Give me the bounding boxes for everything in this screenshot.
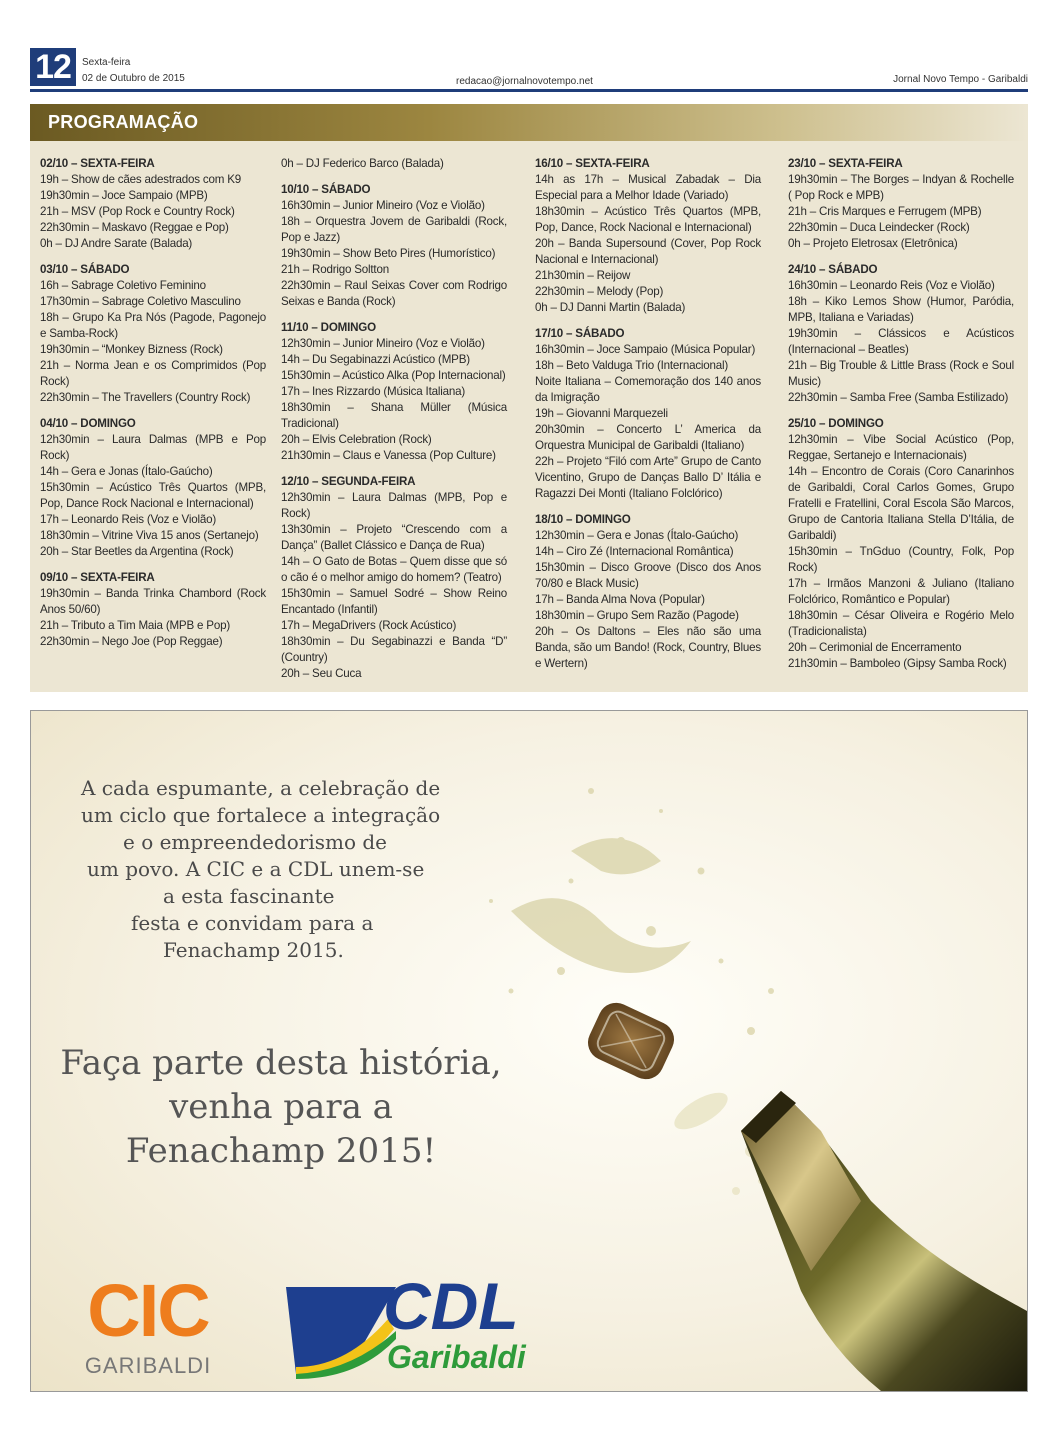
- schedule-day-title: 25/10 – DOMINGO: [788, 417, 884, 430]
- schedule-event: 17h – Leonardo Reis (Voz e Violão): [40, 513, 217, 526]
- schedule-event: 21h – Norma Jean e os Comprimidos (Pop Rock): [40, 359, 266, 388]
- schedule-day-title: 18/10 – DOMINGO: [535, 513, 631, 526]
- schedule-event: 20h – Os Daltons – Eles não são uma Banda, são um Bando! (Rock, Country, Blues e Wertern): [535, 625, 761, 670]
- schedule-event: 20h – Elvis Celebration (Rock): [281, 433, 432, 446]
- schedule-day-title: 10/10 – SÁBADO: [281, 183, 371, 196]
- header-date: 02 de Outubro de 2015: [82, 73, 185, 84]
- programacao-panel: [30, 104, 1028, 692]
- schedule-event: 15h30min – Acústico Alka (Pop Internacional): [281, 369, 506, 382]
- schedule-event: 18h30min – Vitrine Viva 15 anos (Sertanejo): [40, 529, 259, 542]
- schedule-event: 16h30min – Joce Sampaio (Música Popular): [535, 343, 756, 356]
- schedule-event: 15h30min – Acústico Três Quartos (MPB, Pop, Dance Rock Nacional e Internacional): [40, 481, 266, 510]
- schedule-day: [281, 474, 507, 682]
- schedule-event: 19h30min – Banda Trinka Chambord (Rock Anos 50/60): [40, 587, 266, 616]
- schedule-event: 22h30min – Nego Joe (Pop Reggae): [40, 635, 223, 648]
- champagne-bottle-image: [451, 731, 1027, 1391]
- schedule-event: 12h30min – Gera e Jonas (Ítalo-Gaúcho): [535, 529, 739, 542]
- schedule-day: [788, 156, 1014, 252]
- section-title: PROGRAMAÇÃO: [48, 112, 199, 132]
- schedule-day-title: 02/10 – SEXTA-FEIRA: [40, 157, 155, 170]
- ad-text-line: festa e convidam para a: [131, 911, 374, 935]
- schedule-event: 18h – Grupo Ka Pra Nós (Pagode, Pagonejo e Samba-Rock): [40, 311, 266, 340]
- schedule-event: 12h30min – Junior Mineiro (Voz e Violão): [281, 337, 485, 350]
- ad-slogan-line: Faça parte desta história,: [60, 1043, 502, 1083]
- cic-garibaldi-logo: [53, 1271, 243, 1381]
- schedule-event: 18h – Orquestra Jovem de Garibaldi (Rock, Pop e Jazz): [281, 215, 507, 244]
- schedule-event: 21h30min – Reijow: [535, 269, 631, 282]
- schedule-event: 17h – MegaDrivers (Rock Acústico): [281, 619, 457, 632]
- schedule-day-title: 24/10 – SÁBADO: [788, 263, 878, 276]
- schedule-event: 21h30min – Bamboleo (Gipsy Samba Rock): [788, 657, 1007, 670]
- schedule-event: 19h30min – “Monkey Bizness (Rock): [40, 343, 223, 356]
- schedule-event: Noite Italiana – Comemoração dos 140 anos da Imigração: [535, 375, 761, 404]
- cdl-logo-text: CDL: [383, 1269, 519, 1343]
- schedule-event: 16h – Sabrage Coletivo Feminino: [40, 279, 206, 292]
- schedule-event: 18h30min – César Oliveira e Rogério Melo (Tradicionalista): [788, 609, 1014, 638]
- schedule-day: [40, 262, 266, 406]
- schedule-event: 18h30min – Du Segabinazzi e Banda “D” (Country): [281, 635, 507, 664]
- schedule-event: 14h as 17h – Musical Zabadak – Dia Especial para a Melhor Idade (Variado): [535, 173, 761, 202]
- schedule-event: 20h – Cerimonial de Encerramento: [788, 641, 962, 654]
- schedule-event: 20h30min – Concerto L’ America da Orquestra Municipal de Garibaldi (Italiano): [535, 423, 761, 452]
- schedule-event: 22h30min – Melody (Pop): [535, 285, 664, 298]
- schedule-day: [281, 320, 507, 464]
- schedule-event: 22h30min – Raul Seixas Cover com Rodrigo Seixas e Banda (Rock): [281, 279, 507, 308]
- schedule-day: [535, 156, 761, 316]
- schedule-event: 14h – O Gato de Botas – Quem disse que só o cão é o melhor amigo do homem? (Teatro): [281, 555, 507, 584]
- ad-slogan: [51, 1041, 511, 1173]
- schedule-event: 22h30min – The Travellers (Country Rock): [40, 391, 251, 404]
- schedule-day-title: 11/10 – DOMINGO: [281, 321, 376, 334]
- schedule-event: 19h30min – The Borges – Indyan & Rochelle ( Pop Rock e MPB): [788, 173, 1014, 202]
- header-weekday: Sexta-feira: [82, 57, 131, 68]
- schedule-day-title: 12/10 – SEGUNDA-FEIRA: [281, 475, 416, 488]
- schedule-event: 12h30min – Laura Dalmas (MPB, Pop e Rock): [281, 491, 507, 520]
- schedule-day: [40, 416, 266, 560]
- schedule-day: [788, 416, 1014, 672]
- schedule-event: 20h – Banda Supersound (Cover, Pop Rock Nacional e Internacional): [535, 237, 761, 266]
- schedule-event: 17h – Ines Rizzardo (Música Italiana): [281, 385, 465, 398]
- schedule-event: 14h – Ciro Zé (Internacional Romântica): [535, 545, 734, 558]
- schedule-event: 18h – Kiko Lemos Show (Humor, Paródia, MPB, Italiana e Variadas): [788, 295, 1014, 324]
- schedule-event: 19h30min – Show Beto Pires (Humorístico): [281, 247, 496, 260]
- schedule-event: 18h30min – Shana Müller (Música Tradicional): [281, 401, 507, 430]
- schedule-day-title: 09/10 – SEXTA-FEIRA: [40, 571, 155, 584]
- schedule-event: 21h – MSV (Pop Rock e Country Rock): [40, 205, 235, 218]
- schedule-event: 14h – Du Segabinazzi Acústico (MPB): [281, 353, 470, 366]
- schedule-day-title: 17/10 – SÁBADO: [535, 327, 625, 340]
- schedule-event: 17h30min – Sabrage Coletivo Masculino: [40, 295, 241, 308]
- schedule-event: 14h – Gera e Jonas (Ítalo-Gaúcho): [40, 465, 213, 478]
- ad-slogan-line: venha para a: [169, 1087, 393, 1127]
- ad-text-line: Fenachamp 2015.: [163, 938, 344, 962]
- schedule-event: 19h30min – Clássicos e Acústicos (Internacional – Beatles): [788, 327, 1014, 356]
- ad-slogan-line: Fenachamp 2015!: [125, 1131, 437, 1171]
- cdl-logo-subtitle: Garibaldi: [387, 1339, 526, 1375]
- schedule-event: 19h – Giovanni Marquezeli: [535, 407, 668, 420]
- schedule-event: 0h – DJ Danni Martin (Balada): [535, 301, 686, 314]
- schedule-event: 22h30min – Maskavo (Reggae e Pop): [40, 221, 229, 234]
- schedule-day-title: 23/10 – SEXTA-FEIRA: [788, 157, 903, 170]
- cic-logo-text: CIC: [87, 1269, 209, 1352]
- cic-logo-subtitle: GARIBALDI: [84, 1353, 212, 1378]
- schedule-event: 20h – Star Beetles da Argentina (Rock): [40, 545, 234, 558]
- ad-text-line: e o empreendedorismo de: [123, 830, 388, 854]
- schedule-event: 19h30min – Joce Sampaio (MPB): [40, 189, 208, 202]
- header-divider: [30, 89, 1028, 92]
- schedule-day: [40, 570, 266, 650]
- schedule-event: 14h – Encontro de Corais (Coro Canarinhos de Garibaldi, Coral Carlos Gomes, Grupo Fratelli e Fratellini, Coral Escola São Marcos, Grupo de Cantoria Italiana Stella D’Itália, de Garibaldi): [788, 465, 1014, 542]
- schedule-event: 20h – Seu Cuca: [281, 667, 362, 680]
- schedule-event: 22h – Projeto “Filó com Arte” Grupo de Canto Vicentino, Grupo de Danças Ballo D’ Itália e Ragazzi Dei Monti (Italiano Folclórico): [535, 455, 761, 500]
- schedule-day: [535, 512, 761, 672]
- schedule-event: 0h – DJ Andre Sarate (Balada): [40, 237, 193, 250]
- schedule-day: [281, 182, 507, 310]
- ad-text-line: um ciclo que fortalece a integração: [81, 803, 441, 827]
- schedule-event: 0h – DJ Federico Barco (Balada): [281, 157, 444, 170]
- cork-icon: [582, 997, 680, 1085]
- schedule-column-1: [40, 156, 266, 660]
- schedule-day: [535, 326, 761, 502]
- schedule-event: 13h30min – Projeto “Crescendo com a Dança” (Ballet Clássico e Dança de Rua): [281, 523, 507, 552]
- header-email[interactable]: redacao@jornalnovotempo.net: [456, 76, 593, 87]
- fenachamp-advertisement: [30, 710, 1028, 1392]
- page-number: 12: [30, 48, 76, 86]
- ad-text-line: A cada espumante, a celebração de: [81, 776, 441, 800]
- ad-text-line: um povo. A CIC e a CDL unem-se: [87, 857, 425, 881]
- schedule-event: 17h – Irmãos Manzoni & Juliano (Italiano Folclórico, Romântico e Popular): [788, 577, 1014, 606]
- schedule-event: 22h30min – Samba Free (Samba Estilizado): [788, 391, 1009, 404]
- schedule-day: [281, 156, 507, 172]
- schedule-event: 21h30min – Claus e Vanessa (Pop Culture): [281, 449, 496, 462]
- schedule-column-3: [535, 156, 761, 682]
- schedule-event: 16h30min – Junior Mineiro (Voz e Violão): [281, 199, 485, 212]
- schedule-column-4: [788, 156, 1014, 682]
- schedule-day: [40, 156, 266, 252]
- schedule-event: 21h – Big Trouble & Little Brass (Rock e Soul Music): [788, 359, 1014, 388]
- schedule-day-title: 16/10 – SEXTA-FEIRA: [535, 157, 650, 170]
- ad-body-text: [81, 775, 461, 964]
- section-title-bar: [30, 104, 1028, 141]
- schedule-day: [788, 262, 1014, 406]
- schedule-day-title: 03/10 – SÁBADO: [40, 263, 130, 276]
- schedule-event: 0h – Projeto Eletrosax (Eletrônica): [788, 237, 958, 250]
- schedule-event: 12h30min – Laura Dalmas (MPB e Pop Rock): [40, 433, 266, 462]
- schedule-event: 17h – Banda Alma Nova (Popular): [535, 593, 705, 606]
- ad-text-line: a esta fascinante: [163, 884, 335, 908]
- schedule-event: 21h – Cris Marques e Ferrugem (MPB): [788, 205, 982, 218]
- cdl-logo-icon: [276, 1279, 396, 1379]
- schedule-event: 16h30min – Leonardo Reis (Voz e Violão): [788, 279, 995, 292]
- schedule-event: 15h30min – Samuel Sodré – Show Reino Encantado (Infantil): [281, 587, 507, 616]
- schedule-event: 18h – Beto Valduga Trio (Internacional): [535, 359, 729, 372]
- schedule-event: 15h30min – TnGduo (Country, Folk, Pop Rock): [788, 545, 1014, 574]
- schedule-event: 19h – Show de cães adestrados com K9: [40, 173, 241, 186]
- schedule-event: 21h – Tributo a Tim Maia (MPB e Pop): [40, 619, 230, 632]
- schedule-column-2: [281, 156, 507, 692]
- schedule-event: 15h30min – Disco Groove (Disco dos Anos 70/80 e Black Music): [535, 561, 761, 590]
- schedule-event: 21h – Rodrigo Soltton: [281, 263, 389, 276]
- schedule-event: 22h30min – Duca Leindecker (Rock): [788, 221, 970, 234]
- schedule-event: 12h30min – Vibe Social Acústico (Pop, Reggae, Sertanejo e Internacionais): [788, 433, 1014, 462]
- header-paper-name: Jornal Novo Tempo - Garibaldi: [893, 74, 1028, 85]
- schedule-event: 18h30min – Grupo Sem Razão (Pagode): [535, 609, 739, 622]
- schedule-day-title: 04/10 – DOMINGO: [40, 417, 136, 430]
- schedule-event: 18h30min – Acústico Três Quartos (MPB, Pop, Dance, Rock Nacional e Internacional): [535, 205, 761, 234]
